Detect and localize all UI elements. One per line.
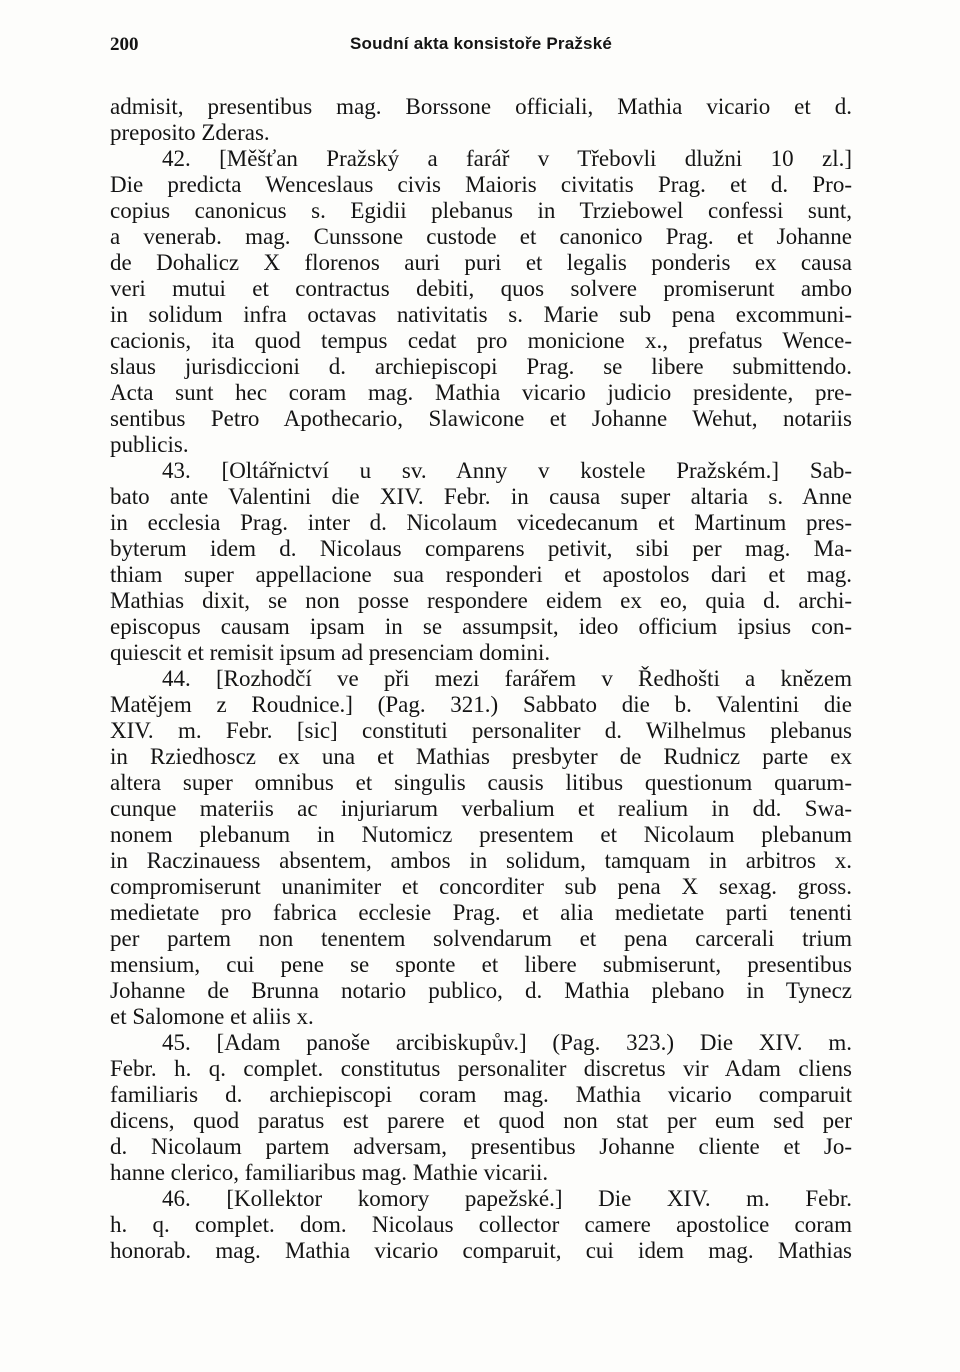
text-line: thiam super appellacione sua responderi et apostolos dari et mag. <box>110 562 852 587</box>
text-line: sentibus Petro Apothecario, Slawicone et Johanne Wehut, notariis <box>110 406 852 431</box>
entry-heading-line: 46. [Kollektor komory papežské.] Die XIV. m. Febr. <box>162 1186 852 1211</box>
text-line: byterum idem d. Nicolaus comparens petivit, sibi per mag. Ma- <box>110 536 852 561</box>
text-line: episcopus causam ipsam in se assumpsit, ideo officium ipsius con- <box>110 614 852 639</box>
text-line: de Dohalicz X florenos auri puri et legalis ponderis ex causa <box>110 250 852 275</box>
text-line: a venerab. mag. Cunssone custode et canonico Prag. et Johanne <box>110 224 852 249</box>
text-line: dicens, quod paratus est parere et quod non stat per eum sed per <box>110 1108 852 1133</box>
text-line: et Salomone et aliis x. <box>110 1004 314 1029</box>
text-line: honorab. mag. Mathia vicario comparuit, cui idem mag. Mathias <box>110 1238 852 1263</box>
text-line: Die predicta Wenceslaus civis Maioris civitatis Prag. et d. Pro- <box>110 172 852 197</box>
text-line: XIV. m. Febr. [sic] constituti personaliter d. Wilhelmus plebanus <box>110 718 852 743</box>
text-line: Acta sunt hec coram mag. Mathia vicario judicio presidente, pre- <box>110 380 852 405</box>
text-line: in ecclesia Prag. inter d. Nicolaum vicedecanum et Martinum pres- <box>110 510 852 535</box>
text-line: Johanne de Brunna notario publico, d. Mathia plebano in Tynecz <box>110 978 852 1003</box>
entry-heading-line: 42. [Měšťan Pražský a farář v Třebovli dlužni 10 zl.] <box>162 146 852 171</box>
text-line: copius canonicus s. Egidii plebanus in Trziebowel confessi sunt, <box>110 198 852 223</box>
text-line: slaus jurisdiccioni d. archiepiscopi Prag. se libere submittendo. <box>110 354 852 379</box>
text-line: in Raczinauess absentem, ambos in solidum, tamquam in arbitros x. <box>110 848 852 873</box>
text-line: compromiserunt unanimiter et concorditer sub pena X sexag. gross. <box>110 874 852 899</box>
text-line: per partem non tenentem solvendarum et pena carcerali trium <box>110 926 852 951</box>
text-line: quiescit et remisit ipsum ad presenciam domini. <box>110 640 551 665</box>
text-line: nonem plebanum in Nutomicz presentem et Nicolaum plebanum <box>110 822 852 847</box>
text-line: medietate pro fabrica ecclesie Prag. et alia medietate parti tenenti <box>110 900 852 925</box>
entry-heading-line: 44. [Rozhodčí ve při mezi farářem v Ředhošti a knězem <box>162 666 852 691</box>
entry-heading-line: 45. [Adam panoše arcibiskupův.] (Pag. 323.) Die XIV. m. <box>162 1030 852 1055</box>
text-line: bato ante Valentini die XIV. Febr. in causa super altaria s. Anne <box>110 484 852 509</box>
text-line: cunque materiis ac injuriarum verbalium et realium in dd. Swa- <box>110 796 852 821</box>
text-line: familiaris d. archiepiscopi coram mag. Mathia vicario comparuit <box>110 1082 852 1107</box>
text-line: admisit, presentibus mag. Borssone officiali, Mathia vicario et d. <box>110 94 852 119</box>
page-header <box>110 34 852 62</box>
document-body <box>110 94 852 1264</box>
text-line: h. q. complet. dom. Nicolaus collector camere apostolice coram <box>110 1212 852 1237</box>
text-line: veri mutui et contractus debiti, quos solvere promiserunt ambo <box>110 276 852 301</box>
entry-heading-line: 43. [Oltářnictví u sv. Anny v kostele Pražském.] Sab- <box>162 458 852 483</box>
text-line: altera super omnibus et singulis causis litibus questionum quarum- <box>110 770 852 795</box>
text-line: Matějem z Roudnice.] (Pag. 321.) Sabbato die b. Valentini die <box>110 692 852 717</box>
text-line: in Rziedhoscz ex una et Mathias presbyter de Rudnicz parte ex <box>110 744 852 769</box>
page-number: 200 <box>110 34 139 55</box>
running-head: Soudní akta konsistoře Pražské <box>349 34 613 53</box>
text-line: preposito Zderas. <box>110 120 270 145</box>
text-line: in solidum infra octavas nativitatis s. Marie sub pena excommuni- <box>110 302 852 327</box>
text-line: cacionis, ita quod tempus cedat pro monicione x., prefatus Wence- <box>110 328 852 353</box>
text-line: publicis. <box>110 432 189 457</box>
text-line: d. Nicolaum partem adversam, presentibus Johanne cliente et Jo- <box>110 1134 852 1159</box>
text-line: mensium, cui pene se sponte et libere submiserunt, presentibus <box>110 952 852 977</box>
text-line: hanne clerico, familiaribus mag. Mathie vicarii. <box>110 1160 549 1185</box>
text-line: Febr. h. q. complet. constitutus personaliter discretus vir Adam cliens <box>110 1056 852 1081</box>
text-line: Mathias dixit, se non posse respondere eidem ex eo, quia d. archi- <box>110 588 852 613</box>
